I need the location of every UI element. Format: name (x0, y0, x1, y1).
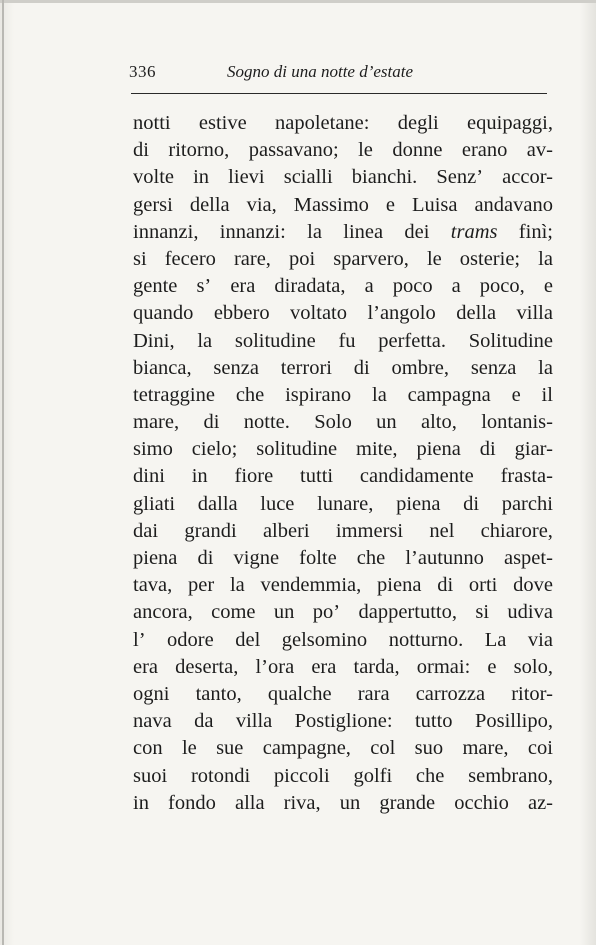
word: osterie; (459, 247, 521, 270)
word: dai (133, 519, 159, 542)
word: lievi (228, 166, 265, 189)
word: ormai: (416, 655, 471, 678)
text-line (133, 436, 553, 463)
word: diradata, (274, 275, 346, 298)
word: gelsomino (281, 628, 368, 651)
word: solitudine (256, 438, 338, 461)
word: alberi (262, 519, 310, 542)
word: tutto (414, 710, 453, 733)
word: innanzi: (219, 220, 286, 243)
word: piena (416, 438, 461, 461)
word: grande (379, 791, 436, 814)
word: il (541, 383, 553, 406)
word: la (538, 356, 553, 379)
word: solo, (513, 655, 553, 678)
word: e (543, 275, 553, 298)
word: da (194, 710, 214, 733)
word: Posillipo, (474, 710, 553, 733)
word: udiva (507, 601, 553, 624)
word: in (133, 791, 149, 814)
word: senza (213, 356, 259, 379)
word: tanto, (195, 682, 242, 705)
word: campagne, (262, 737, 351, 760)
word: rare, (233, 247, 271, 270)
word: era (230, 275, 256, 298)
word: di (197, 547, 214, 569)
word: la (372, 383, 387, 406)
word: estive (198, 112, 247, 134)
word: deserta, (175, 655, 239, 678)
word: trams (450, 220, 498, 243)
word: che (415, 764, 445, 787)
text-line (133, 599, 553, 626)
text-line (133, 763, 553, 790)
word: poco, (479, 275, 525, 298)
text-line (133, 273, 553, 300)
word: della (189, 193, 230, 216)
word: l’angolo (367, 302, 436, 325)
word: lunare, (317, 492, 374, 515)
word: senza (470, 356, 517, 379)
word: era (311, 655, 337, 678)
word: dalla (197, 492, 238, 515)
word: della (456, 302, 497, 325)
word: carrozza (415, 682, 486, 705)
word: suo (414, 737, 444, 760)
word: Senz’ (436, 166, 484, 189)
word: equipaggi, (467, 112, 553, 134)
text-line (133, 708, 553, 735)
text-line (133, 164, 553, 191)
word: cielo; (191, 438, 238, 461)
word: le (358, 139, 373, 162)
word: Solitudine (468, 329, 553, 352)
word: nava (133, 710, 172, 733)
word: con (133, 737, 163, 760)
word: la (197, 329, 213, 352)
word: az- (527, 791, 553, 814)
word: via, (246, 193, 277, 216)
word: poi (288, 247, 316, 270)
word: tetraggine (133, 383, 215, 406)
word: di (353, 356, 370, 379)
word: campagna (407, 383, 491, 406)
word: ancora, (133, 601, 193, 624)
word: tutti (300, 465, 334, 488)
word: in (193, 166, 210, 189)
header-rule (131, 93, 547, 94)
word: le (426, 247, 442, 270)
word: frasta- (500, 465, 553, 488)
word: qualche (267, 682, 332, 705)
word: mare, (462, 737, 509, 760)
word: ispirano (285, 383, 352, 406)
word: mare, (133, 411, 180, 434)
word: villa (516, 302, 553, 325)
text-line (133, 382, 553, 409)
word: s’ (196, 275, 212, 298)
word: folte (299, 547, 337, 569)
word: vigne (233, 547, 280, 569)
word: via (527, 628, 553, 651)
word: linea (343, 220, 384, 243)
word: si (475, 601, 490, 624)
word: odore (167, 628, 214, 651)
word: gersi (133, 193, 173, 216)
word: l’ora (255, 655, 295, 678)
word: andavano (474, 193, 553, 216)
word: occhio (454, 791, 509, 814)
word: poco (392, 275, 433, 298)
word: col (370, 737, 396, 760)
word: bianchi. (351, 166, 418, 189)
word: fiore (234, 465, 274, 488)
word: dappertutto, (358, 601, 457, 624)
word: innanzi, (133, 220, 199, 243)
word: parchi (501, 492, 553, 515)
word: ogni (133, 682, 170, 705)
word: vendemmia, (260, 574, 362, 597)
word: era (133, 655, 159, 678)
word: nel (429, 519, 455, 542)
word: che (356, 547, 386, 569)
word: luce (260, 492, 295, 515)
word: di (479, 438, 496, 461)
word: tava, (133, 574, 173, 597)
word: l’autunno (405, 547, 484, 569)
text-line (133, 654, 553, 681)
word: riva, (283, 791, 321, 814)
word: gente (133, 275, 178, 298)
word: un (273, 601, 295, 624)
word: giar- (514, 438, 553, 461)
text-line (133, 355, 553, 382)
word: come (211, 601, 256, 624)
word: mite, (356, 438, 398, 461)
word: l’ (133, 628, 146, 651)
word: a (364, 275, 374, 298)
word: fu (338, 329, 356, 352)
text-line (133, 545, 553, 572)
word: La (484, 628, 507, 651)
text-line (133, 681, 553, 708)
text-line (133, 735, 553, 762)
word: ombre, (391, 356, 450, 379)
word: accor- (502, 166, 553, 189)
word: piccoli (273, 764, 330, 787)
word: fecero (164, 247, 216, 270)
word: e (487, 655, 497, 678)
word: dove (513, 574, 553, 597)
word: la (307, 220, 322, 243)
word: Solo (314, 411, 352, 434)
word: grandi (184, 519, 237, 542)
word: notturno. (388, 628, 464, 651)
word: piena (377, 574, 422, 597)
word: Massimo (293, 193, 369, 216)
word: po’ (312, 601, 341, 624)
word: voltato (290, 302, 347, 325)
word: per (188, 574, 215, 597)
text-line (133, 246, 553, 273)
word: in (191, 465, 208, 488)
text-line (133, 192, 553, 219)
word: un (376, 411, 397, 434)
word: sparvero, (333, 247, 409, 270)
word: fondo (168, 791, 216, 814)
word: gliati (133, 492, 176, 515)
text-line (133, 463, 553, 490)
word: un (339, 791, 361, 814)
word: coi (527, 737, 553, 760)
word: Postiglione: (294, 710, 393, 733)
word: rara (357, 682, 390, 705)
word: finì; (518, 220, 553, 243)
text-line (133, 110, 553, 137)
word: di (463, 492, 480, 515)
text-line (133, 491, 553, 518)
word: sembrano, (468, 764, 553, 787)
word: terrori (280, 356, 332, 379)
body-text (133, 110, 553, 817)
word: dini (133, 465, 165, 488)
word: ebbero (213, 302, 270, 325)
word: ritorno, (168, 139, 230, 162)
word: e (385, 193, 395, 216)
word: degli (397, 112, 439, 134)
word: volte (133, 166, 174, 189)
word: di (437, 574, 454, 597)
word: aspet- (503, 547, 553, 569)
word: candidamente (359, 465, 474, 488)
word: erano (461, 139, 508, 162)
word: del (235, 628, 261, 651)
page-left-edge (2, 0, 4, 945)
word: piena (396, 492, 441, 515)
page-top-edge (0, 0, 596, 3)
word: golfi (353, 764, 393, 787)
word: rotondi (190, 764, 251, 787)
word: solitudine (234, 329, 316, 352)
word: piena (133, 547, 178, 569)
word: sue (216, 737, 244, 760)
word: di (133, 139, 149, 162)
word: passavano; (248, 139, 339, 162)
word: le (181, 737, 197, 760)
word: suoi (133, 764, 168, 787)
text-line (133, 790, 553, 817)
text-line (133, 137, 553, 164)
word: lontanis- (481, 411, 553, 434)
text-line (133, 219, 553, 246)
word: orti (468, 574, 498, 597)
word: immersi (335, 519, 404, 542)
word: notti (133, 112, 171, 134)
word: notte. (243, 411, 290, 434)
word: si (133, 247, 147, 270)
page-header (129, 62, 549, 84)
word: bianca, (133, 356, 192, 379)
text-line (133, 627, 553, 654)
word: alto, (421, 411, 457, 434)
word: la (229, 574, 245, 597)
word: di (203, 411, 220, 434)
word: perfetta. (378, 329, 446, 352)
word: tarda, (353, 655, 400, 678)
word: villa (235, 710, 273, 733)
page-number: 336 (129, 62, 156, 81)
word: quando (133, 302, 194, 325)
word: che (235, 383, 265, 406)
word: la (538, 247, 553, 270)
word: scialli (283, 166, 333, 189)
word: dei (404, 220, 430, 243)
text-line (133, 518, 553, 545)
text-line (133, 572, 553, 599)
word: a (451, 275, 461, 298)
word: e (511, 383, 521, 406)
word: av- (526, 139, 553, 162)
text-line (133, 409, 553, 436)
word: simo (133, 438, 173, 461)
running-title: Sogno di una notte d’estate (227, 62, 414, 81)
text-line (133, 328, 553, 355)
word: chiarore, (480, 519, 553, 542)
word: Luisa (411, 193, 458, 216)
word: napoletane: (274, 112, 370, 134)
word: Dini, (133, 329, 175, 352)
word: ritor- (511, 682, 553, 705)
word: donne (392, 139, 443, 162)
word: alla (234, 791, 265, 814)
text-line (133, 300, 553, 327)
